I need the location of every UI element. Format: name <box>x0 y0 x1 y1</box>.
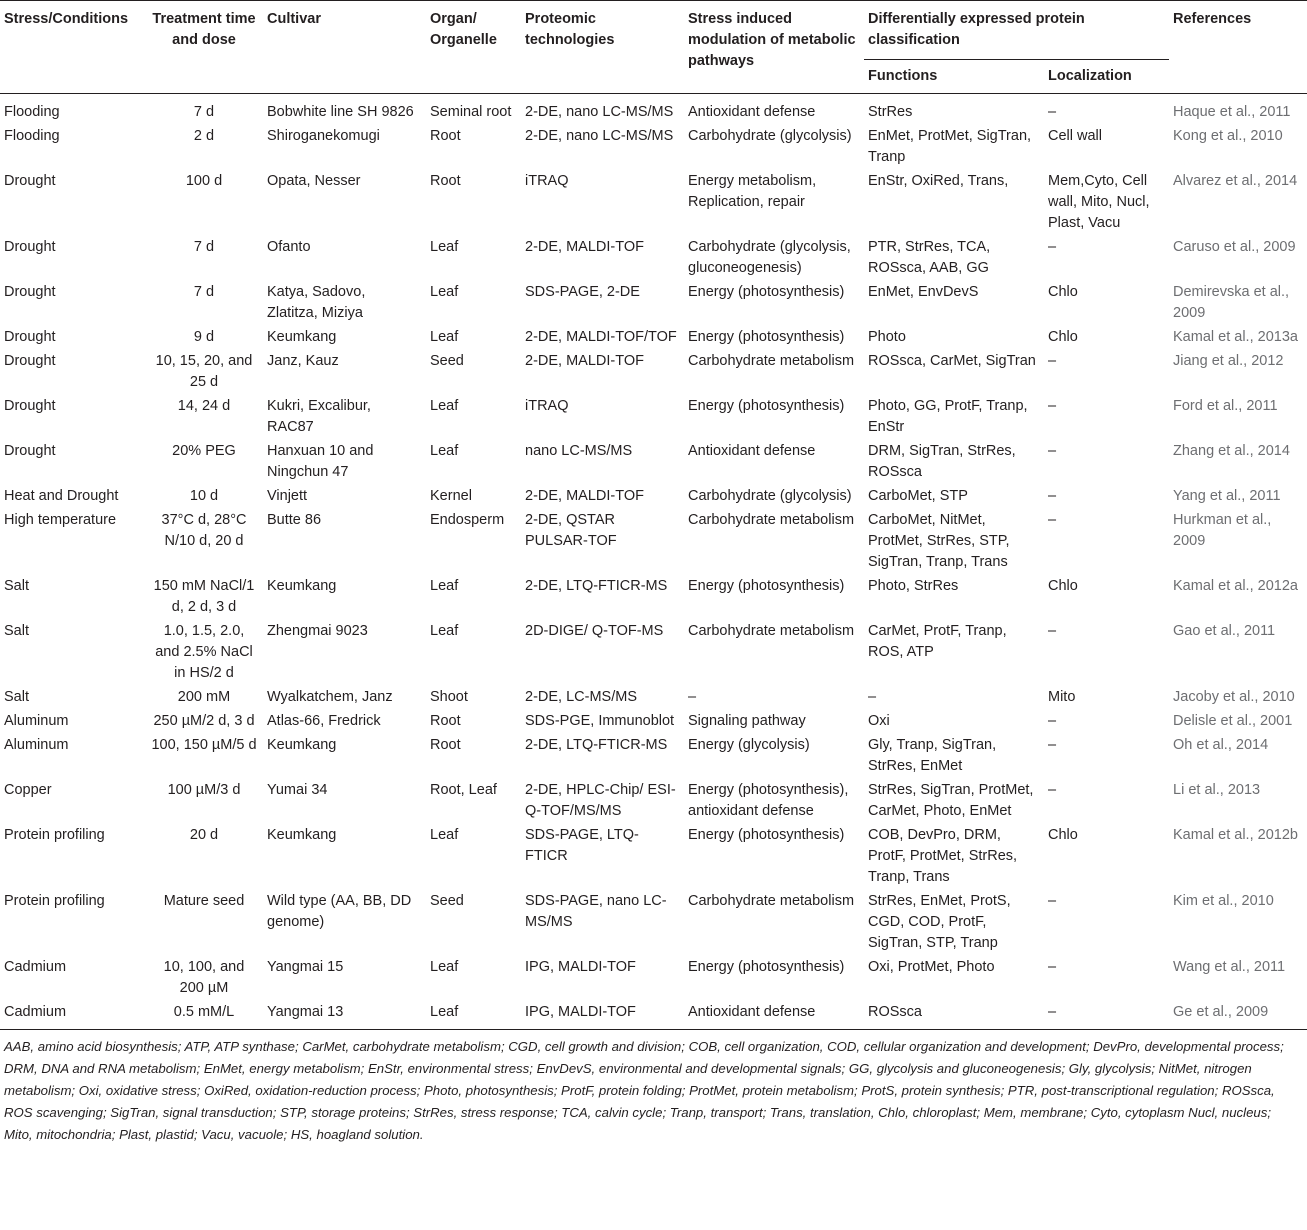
cell-pathway: Energy (photosynthesis) <box>688 329 845 345</box>
cell-stress: Drought <box>4 173 56 189</box>
cell-reference: Zhang et al., 2014 <box>1173 443 1290 459</box>
table-row <box>0 350 1307 395</box>
cell-cultivar: Wild type (AA, BB, DD genome) <box>267 893 412 930</box>
cell-stress: Flooding <box>4 104 60 120</box>
cell-localization: – <box>1048 488 1057 504</box>
cell-organ: Leaf <box>430 284 459 300</box>
cell-functions: PTR, StrRes, TCA, ROSsca, AAB, GG <box>868 239 991 276</box>
cell-reference: Demirevska et al., 2009 <box>1173 284 1290 321</box>
cell-organ: Leaf <box>430 239 459 255</box>
cell-organ: Root <box>430 713 461 729</box>
cell-pathway: Energy (photosynthesis) <box>688 398 845 414</box>
cell-pathway: Antioxidant defense <box>688 104 816 120</box>
cell-functions: EnMet, ProtMet, SigTran, Tranp <box>868 128 1032 165</box>
cell-time: 7 d <box>193 239 215 255</box>
cell-reference: Gao et al., 2011 <box>1173 623 1276 639</box>
cell-organ: Root, Leaf <box>430 782 497 798</box>
cell-organ: Leaf <box>430 329 459 345</box>
cell-cultivar: Zhengmai 9023 <box>267 623 368 639</box>
table-row <box>0 890 1307 956</box>
cell-localization: – <box>1048 443 1057 459</box>
cell-time: 37°C d, 28°C N/10 d, 20 d <box>161 512 247 549</box>
cell-technology: iTRAQ <box>525 173 569 189</box>
cell-technology: SDS-PAGE, LTQ-FTICR <box>525 827 639 864</box>
cell-cultivar: Keumkang <box>267 329 337 345</box>
table-row <box>0 94 1307 126</box>
cell-localization: – <box>1048 239 1057 255</box>
cell-technology: 2D-DIGE/ Q-TOF-MS <box>525 623 664 639</box>
cell-cultivar: Opata, Nesser <box>267 173 361 189</box>
cell-cultivar: Ofanto <box>267 239 311 255</box>
cell-cultivar: Hanxuan 10 and Ningchun 47 <box>267 443 374 480</box>
cell-organ: Leaf <box>430 578 459 594</box>
cell-pathway: Carbohydrate (glycolysis, gluconeogenesis) <box>688 239 851 276</box>
cell-pathway: Energy metabolism, Replication, repair <box>688 173 817 210</box>
table-header <box>0 1 1307 94</box>
table-row <box>0 170 1307 236</box>
cell-cultivar: Keumkang <box>267 578 337 594</box>
header-functions: Functions <box>864 60 1044 94</box>
header-references: References <box>1169 1 1307 94</box>
cell-time: 200 mM <box>177 689 231 705</box>
cell-pathway: Carbohydrate metabolism <box>688 893 855 909</box>
cell-organ: Root <box>430 128 461 144</box>
cell-organ: Leaf <box>426 1001 521 1030</box>
cell-stress: Heat and Drought <box>4 488 119 504</box>
cell-organ: Seminal root <box>430 104 512 120</box>
cell-time: 100 µM/3 d <box>167 782 241 798</box>
cell-functions: – <box>868 689 877 705</box>
table-row <box>0 956 1307 1001</box>
cell-functions: StrRes, SigTran, ProtMet, CarMet, Photo, EnMet <box>868 782 1034 819</box>
cell-technology: 2-DE, HPLC-Chip/ ESI-Q-TOF/MS/MS <box>525 782 676 819</box>
cell-cultivar: Yangmai 15 <box>267 959 344 975</box>
table-row <box>0 440 1307 485</box>
cell-reference: Ford et al., 2011 <box>1173 398 1278 414</box>
cell-cultivar: Bobwhite line SH 9826 <box>267 104 414 120</box>
cell-stress: Cadmium <box>0 1001 147 1030</box>
table-row <box>0 620 1307 686</box>
cell-stress: Aluminum <box>4 737 69 753</box>
cell-localization: – <box>1048 713 1057 729</box>
cell-pathway: Signaling pathway <box>688 713 806 729</box>
table-row <box>0 326 1307 350</box>
cell-localization: – <box>1048 104 1057 120</box>
cell-organ: Kernel <box>430 488 472 504</box>
cell-organ: Leaf <box>430 827 459 843</box>
header-time: Treatment time and dose <box>147 1 263 94</box>
cell-stress: Protein profiling <box>4 893 105 909</box>
cell-stress: Drought <box>4 239 56 255</box>
cell-functions: StrRes <box>868 104 913 120</box>
cell-time: 2 d <box>193 128 215 144</box>
cell-functions: COB, DevPro, DRM, ProtF, ProtMet, StrRes, Tranp, Trans <box>868 827 1018 885</box>
cell-functions: ROSsca, CarMet, SigTran <box>868 353 1036 369</box>
cell-organ: Root <box>430 173 461 189</box>
cell-functions: StrRes, EnMet, ProtS, CGD, COD, ProtF, SigTran, STP, Tranp <box>868 893 1011 951</box>
header-localization: Localization <box>1044 60 1169 94</box>
cell-technology: SDS-PAGE, nano LC-MS/MS <box>525 893 667 930</box>
cell-technology: 2-DE, MALDI-TOF <box>525 488 644 504</box>
table-row <box>0 710 1307 734</box>
cell-time: 250 µM/2 d, 3 d <box>153 713 255 729</box>
cell-stress: Copper <box>4 782 52 798</box>
cell-reference: Oh et al., 2014 <box>1173 737 1269 753</box>
cell-cultivar: Janz, Kauz <box>267 353 339 369</box>
cell-stress: Drought <box>4 353 56 369</box>
cell-technology: SDS-PAGE, 2-DE <box>525 284 640 300</box>
cell-stress: Drought <box>4 398 56 414</box>
cell-stress: Cadmium <box>4 959 67 975</box>
cell-functions: Photo, GG, ProtF, Tranp, EnStr <box>868 398 1028 435</box>
cell-pathway: Carbohydrate metabolism <box>688 512 855 528</box>
cell-time: 7 d <box>193 284 215 300</box>
cell-technology: 2-DE, MALDI-TOF <box>525 239 644 255</box>
cell-cultivar: Yumai 34 <box>267 782 328 798</box>
cell-cultivar: Keumkang <box>267 827 337 843</box>
cell-reference: Hurkman et al., 2009 <box>1173 512 1272 549</box>
cell-functions: Oxi <box>868 713 890 729</box>
cell-time: 100, 150 µM/5 d <box>151 737 257 753</box>
table-body <box>0 94 1307 1030</box>
cell-pathway: Energy (photosynthesis) <box>688 284 845 300</box>
cell-technology: 2-DE, LTQ-FTICR-MS <box>525 578 668 594</box>
cell-stress: Drought <box>4 443 56 459</box>
cell-technology: iTRAQ <box>525 398 569 414</box>
cell-technology: 2-DE, MALDI-TOF/TOF <box>525 329 677 345</box>
cell-time: 10, 15, 20, and 25 d <box>155 353 253 390</box>
cell-pathway: Energy (photosynthesis) <box>688 827 845 843</box>
cell-functions: CarMet, ProtF, Tranp, ROS, ATP <box>868 623 1007 660</box>
cell-localization: – <box>1048 782 1057 798</box>
cell-functions: DRM, SigTran, StrRes, ROSsca <box>868 443 1016 480</box>
cell-functions: EnStr, OxiRed, Trans, <box>868 173 1009 189</box>
cell-stress: Flooding <box>4 128 60 144</box>
cell-time: 10 d <box>189 488 219 504</box>
cell-time: 20% PEG <box>172 443 236 459</box>
cell-reference: Li et al., 2013 <box>1173 782 1261 798</box>
cell-organ: Seed <box>430 893 464 909</box>
cell-cultivar: Yangmai 13 <box>263 1001 426 1030</box>
cell-organ: Endosperm <box>430 512 505 528</box>
cell-time: 7 d <box>193 104 215 120</box>
table-footnote: AAB, amino acid biosynthesis; ATP, ATP synthase; CarMet, carbohydrate metabolism; CGD, cell growth and division; COB, cell organization, COD, cellular organization and development; DevPro, developmental process; DRM, DNA and RNA metabolism; EnMet, energy metabolism; EnStr, environmental stress; EnvDevS, environmental and developmental signals; GG, glycolysis and gluconeogenesis; Gly, glycolysis; NitMet, nitrogen metabolism; Oxi, oxidative stress; OxiRed, oxidation-reduction process; Photo, photosynthesis; ProtF, protein folding; ProtMet, protein metabolism; ProtS, protein synthesis; PTR, post-transcriptional regulation; ROSsca, ROS scavenging; SigTran, signal transduction; STP, storage proteins; StrRes, stress response; TCA, calvin cycle; Tranp, transport; Trans, translation, Chlo, chloroplast; Mem, membrane; Cyto, cytoplasm Nucl, nucleus; Mito, mitochondria; Plast, plastid; Vacu, vacuole; HS, hoagland solution. <box>4 1039 1284 1142</box>
header-organ: Organ/ Organelle <box>426 1 521 94</box>
cell-stress: Salt <box>4 623 29 639</box>
cell-stress: Protein profiling <box>4 827 105 843</box>
cell-functions: CarboMet, NitMet, ProtMet, StrRes, STP, SigTran, Tranp, Trans <box>868 512 1010 570</box>
table-row <box>0 236 1307 281</box>
cell-localization: – <box>1048 512 1057 528</box>
cell-localization: – <box>1048 959 1057 975</box>
cell-localization: Chlo <box>1048 827 1078 843</box>
table-row <box>0 1001 1307 1030</box>
table-row <box>0 395 1307 440</box>
cell-organ: Leaf <box>430 443 459 459</box>
cell-stress: Salt <box>4 689 29 705</box>
cell-pathway: Carbohydrate metabolism <box>688 353 855 369</box>
cell-technology: 2-DE, QSTAR PULSAR-TOF <box>525 512 617 549</box>
cell-cultivar: Wyalkatchem, Janz <box>267 689 393 705</box>
cell-reference: Haque et al., 2011 <box>1173 104 1291 120</box>
cell-time: Mature seed <box>163 893 245 909</box>
header-pathways: Stress induced modulation of metabolic pathways <box>684 1 864 94</box>
cell-time: 10, 100, and 200 µM <box>163 959 245 996</box>
cell-reference: Kamal et al., 2012b <box>1173 827 1298 843</box>
cell-pathway: – <box>688 689 697 705</box>
cell-cultivar: Butte 86 <box>267 512 322 528</box>
cell-localization: Mem,Cyto, Cell wall, Mito, Nucl, Plast, Vacu <box>1048 173 1150 231</box>
cell-organ: Shoot <box>430 689 468 705</box>
table-row <box>0 575 1307 620</box>
cell-time: 14, 24 d <box>177 398 231 414</box>
cell-pathway: Antioxidant defense <box>688 443 816 459</box>
cell-reference: Yang et al., 2011 <box>1173 488 1281 504</box>
cell-pathway: Carbohydrate metabolism <box>688 623 855 639</box>
table-row <box>0 281 1307 326</box>
cell-stress: Aluminum <box>4 713 69 729</box>
table-row <box>0 509 1307 575</box>
cell-technology: IPG, MALDI-TOF <box>521 1001 684 1030</box>
cell-cultivar: Vinjett <box>267 488 308 504</box>
cell-functions: Photo, StrRes <box>868 578 959 594</box>
cell-localization: Chlo <box>1048 329 1078 345</box>
cell-localization: – <box>1048 398 1057 414</box>
cell-localization: – <box>1048 623 1057 639</box>
cell-organ: Leaf <box>430 623 459 639</box>
cell-technology: 2-DE, nano LC-MS/MS <box>525 128 674 144</box>
cell-localization: Chlo <box>1048 284 1078 300</box>
header-cultivar: Cultivar <box>263 1 426 94</box>
cell-functions: ROSsca <box>864 1001 1044 1030</box>
cell-technology: 2-DE, nano LC-MS/MS <box>525 104 674 120</box>
cell-functions: Oxi, ProtMet, Photo <box>868 959 995 975</box>
cell-technology: 2-DE, MALDI-TOF <box>525 353 644 369</box>
cell-reference: Jiang et al., 2012 <box>1173 353 1284 369</box>
cell-pathway: Energy (glycolysis) <box>688 737 810 753</box>
cell-time: 1.0, 1.5, 2.0, and 2.5% NaCl in HS/2 d <box>155 623 253 681</box>
table-row <box>0 686 1307 710</box>
cell-reference: Kim et al., 2010 <box>1173 893 1274 909</box>
cell-localization: – <box>1044 1001 1169 1030</box>
cell-localization: Cell wall <box>1048 128 1102 144</box>
cell-stress: Salt <box>4 578 29 594</box>
table-row <box>0 824 1307 890</box>
cell-pathway: Energy (photosynthesis) <box>688 959 845 975</box>
cell-stress: Drought <box>4 329 56 345</box>
cell-functions: EnMet, EnvDevS <box>868 284 979 300</box>
cell-technology: IPG, MALDI-TOF <box>525 959 636 975</box>
cell-cultivar: Katya, Sadovo, Zlatitza, Miziya <box>267 284 366 321</box>
cell-organ: Seed <box>430 353 464 369</box>
cell-reference: Kamal et al., 2012a <box>1173 578 1298 594</box>
cell-localization: Chlo <box>1048 578 1078 594</box>
table-row <box>0 734 1307 779</box>
cell-cultivar: Shiroganekomugi <box>267 128 380 144</box>
cell-stress: Drought <box>4 284 56 300</box>
header-technologies: Proteomic technologies <box>521 1 684 94</box>
cell-technology: 2-DE, LC-MS/MS <box>525 689 637 705</box>
cell-technology: SDS-PGE, Immunoblot <box>525 713 675 729</box>
cell-localization: Mito <box>1048 689 1076 705</box>
table-row <box>0 485 1307 509</box>
cell-stress: High temperature <box>4 512 117 528</box>
header-stress: Stress/Conditions <box>0 1 147 94</box>
cell-localization: – <box>1048 737 1057 753</box>
cell-reference: Wang et al., 2011 <box>1173 959 1286 975</box>
cell-reference: Ge et al., 2009 <box>1169 1001 1307 1030</box>
cell-cultivar: Keumkang <box>267 737 337 753</box>
cell-time: 9 d <box>193 329 215 345</box>
cell-reference: Kong et al., 2010 <box>1173 128 1283 144</box>
table-row <box>0 779 1307 824</box>
cell-time: 20 d <box>189 827 219 843</box>
cell-cultivar: Atlas-66, Fredrick <box>267 713 381 729</box>
cell-time: 0.5 mM/L <box>147 1001 263 1030</box>
cell-pathway: Energy (photosynthesis), antioxidant defense <box>688 782 849 819</box>
cell-functions: CarboMet, STP <box>868 488 968 504</box>
cell-time: 100 d <box>185 173 223 189</box>
cell-technology: 2-DE, LTQ-FTICR-MS <box>525 737 668 753</box>
cell-pathway: Energy (photosynthesis) <box>688 578 845 594</box>
cell-cultivar: Kukri, Excalibur, RAC87 <box>267 398 371 435</box>
cell-pathway: Carbohydrate (glycolysis) <box>688 128 852 144</box>
cell-time: 150 mM NaCl/1 d, 2 d, 3 d <box>153 578 255 615</box>
cell-pathway: Carbohydrate (glycolysis) <box>688 488 852 504</box>
header-protein-classification: Differentially expressed protein classification <box>864 1 1169 60</box>
cell-functions: Gly, Tranp, SigTran, StrRes, EnMet <box>868 737 997 774</box>
cell-localization: – <box>1048 353 1057 369</box>
cell-localization: – <box>1048 893 1057 909</box>
cell-reference: Delisle et al., 2001 <box>1173 713 1293 729</box>
cell-reference: Jacoby et al., 2010 <box>1173 689 1295 705</box>
cell-functions: Photo <box>868 329 906 345</box>
cell-organ: Root <box>430 737 461 753</box>
cell-reference: Alvarez et al., 2014 <box>1173 173 1298 189</box>
table-row <box>0 125 1307 170</box>
cell-reference: Kamal et al., 2013a <box>1173 329 1298 345</box>
cell-organ: Leaf <box>430 398 459 414</box>
cell-organ: Leaf <box>430 959 459 975</box>
cell-technology: nano LC-MS/MS <box>525 443 633 459</box>
cell-pathway: Antioxidant defense <box>684 1001 864 1030</box>
cell-reference: Caruso et al., 2009 <box>1173 239 1296 255</box>
